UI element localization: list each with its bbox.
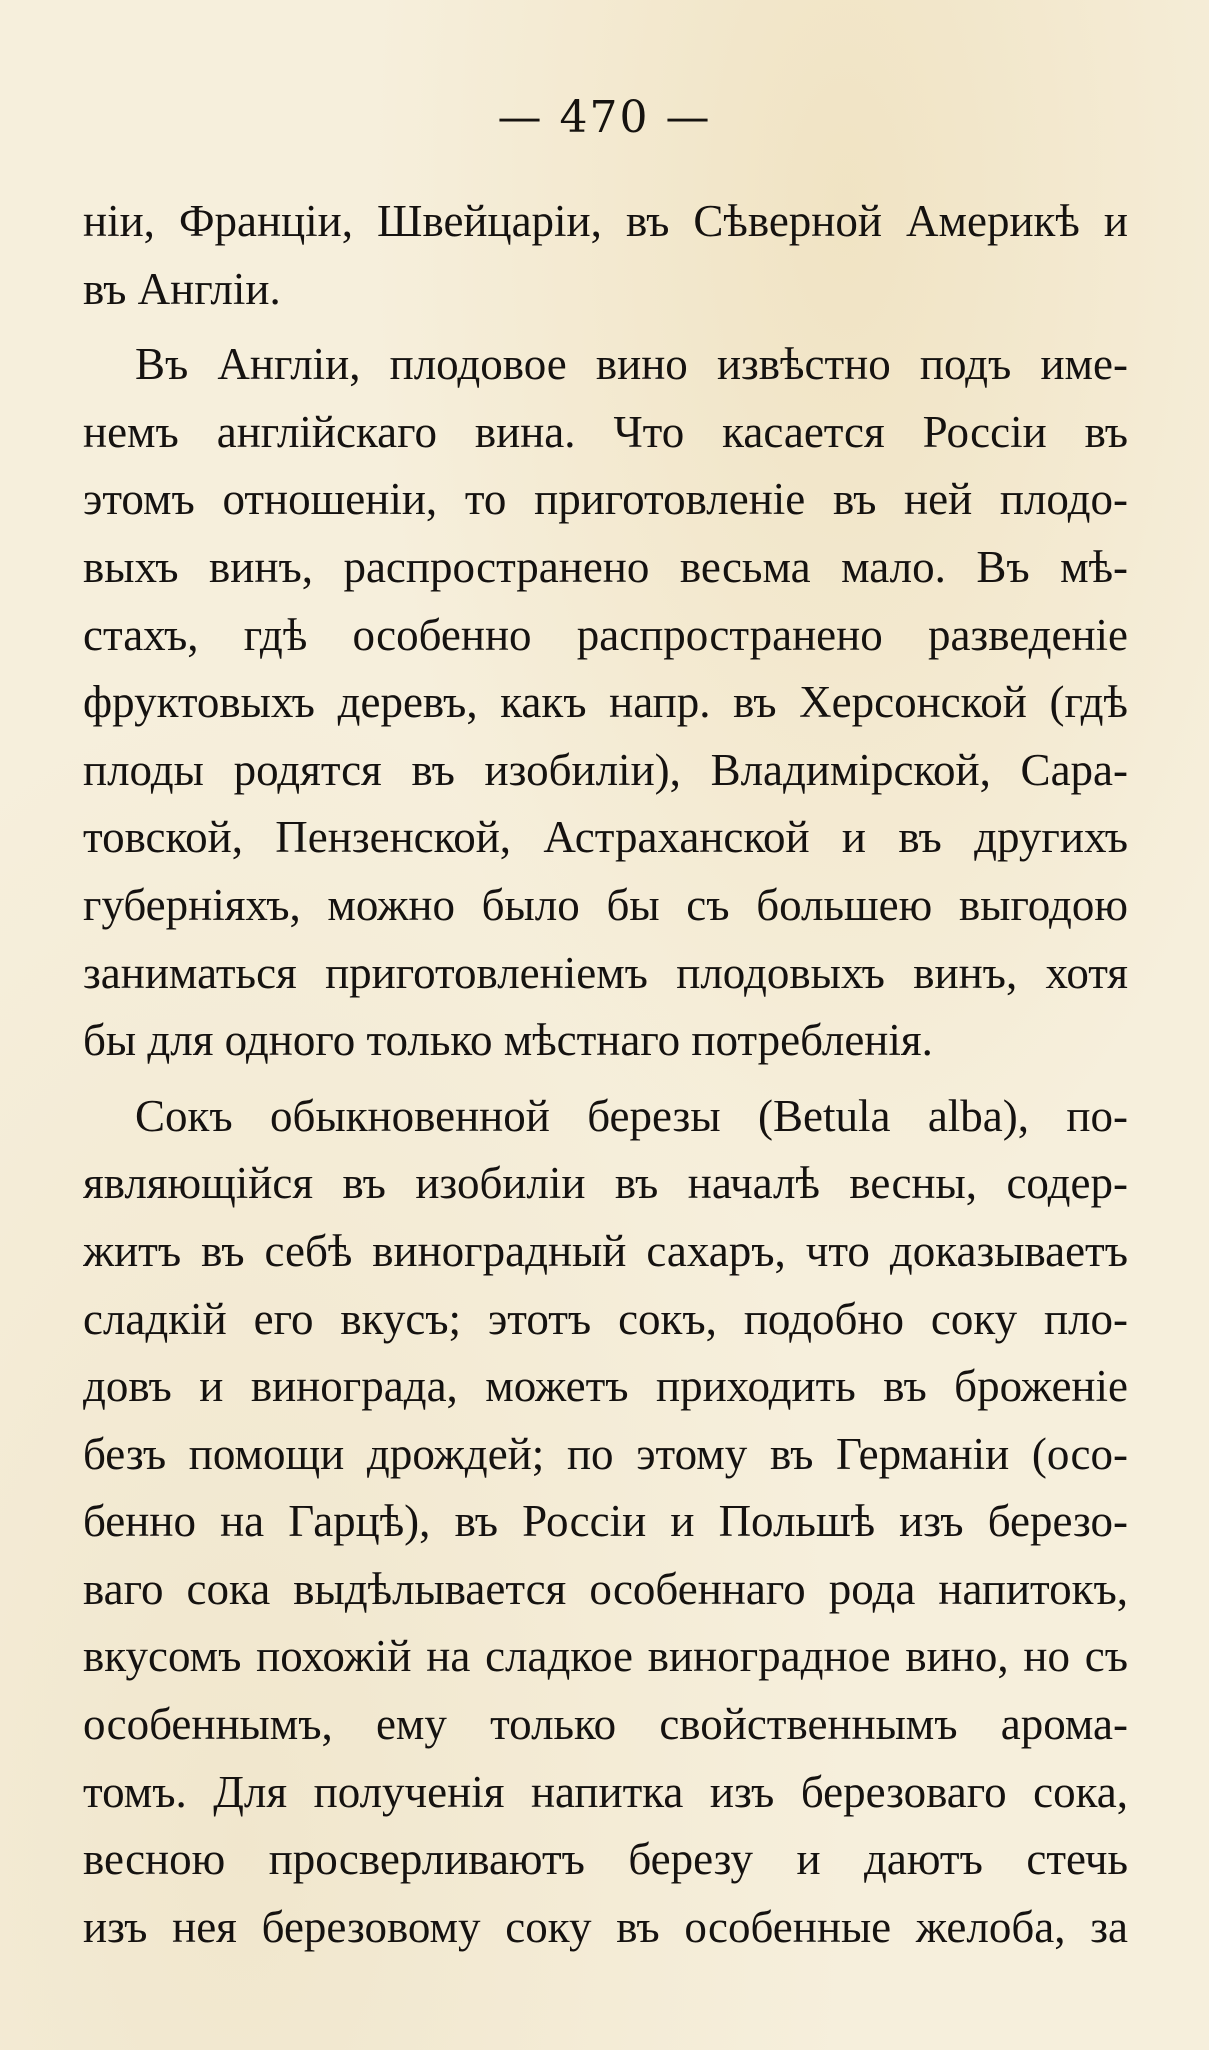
paragraph-gap (83, 1075, 1128, 1083)
text-line: Въ Англіи, плодовое вино извѣстно подъ име- (135, 339, 1128, 390)
text-line: ніи, Франціи, Швейцаріи, въ Сѣверной Америкѣ и (83, 196, 1128, 246)
text-line: безъ помощи дрождей; по этому въ Германіи (осо- (83, 1428, 1128, 1479)
paragraph-gap (83, 323, 1128, 331)
text-line: губерніяхъ, можно было бы съ большею выгодою (83, 879, 1128, 930)
text-line: весною просверливаютъ березу и даютъ стечь (83, 1834, 1128, 1885)
text-line: особеннымъ, ему только свойственнымъ арома- (83, 1699, 1128, 1750)
text-line: бы для одного только мѣстнаго потребленія. (83, 1015, 933, 1066)
text-line: являющійся въ изобиліи въ началѣ весны, содер- (83, 1158, 1128, 1209)
text-line: житъ въ себѣ виноградный сахаръ, что доказываетъ (83, 1225, 1128, 1276)
text-line: немъ англійскаго вина. Что касается Россіи въ (83, 406, 1128, 457)
text-line: заниматься приготовленіемъ плодовыхъ винъ, хотя (83, 947, 1128, 998)
text-line: товской, Пензенской, Астраханской и въ другихъ (83, 812, 1128, 863)
text-line: бенно на Гарцѣ), въ Россіи и Польшѣ изъ березо- (83, 1496, 1128, 1547)
text-line: плоды родятся въ изобиліи), Владимірской, Сара- (83, 744, 1128, 795)
text-line: ваго сока выдѣлывается особеннаго рода напитокъ, (83, 1563, 1128, 1614)
text-line: въ Англіи. (83, 263, 281, 314)
body-text (83, 188, 1128, 1961)
text-line: вкусомъ похожій на сладкое виноградное вино, но съ (83, 1631, 1128, 1682)
page-number: — 470 — (497, 92, 712, 143)
text-line: этомъ отношеніи, то приготовленіе въ ней плодо- (83, 474, 1128, 525)
text-line: изъ нея березовому соку въ особенные желоба, за (83, 1901, 1128, 1952)
text-line: стахъ, гдѣ особенно распространено разведеніе (83, 609, 1128, 660)
text-line: довъ и винограда, можетъ приходить въ броженіе (83, 1361, 1128, 1412)
text-line: фруктовыхъ деревъ, какъ напр. въ Херсонской (гдѣ (83, 677, 1128, 728)
text-line: томъ. Для полученія напитка изъ березоваго сока, (83, 1766, 1128, 1817)
text-line: выхъ винъ, распространено весьма мало. Въ мѣ- (83, 541, 1128, 592)
text-line: Сокъ обыкновенной березы (Betula alba), по- (135, 1090, 1128, 1141)
text-line: сладкій его вкусъ; этотъ сокъ, подобно соку пло- (83, 1293, 1128, 1344)
